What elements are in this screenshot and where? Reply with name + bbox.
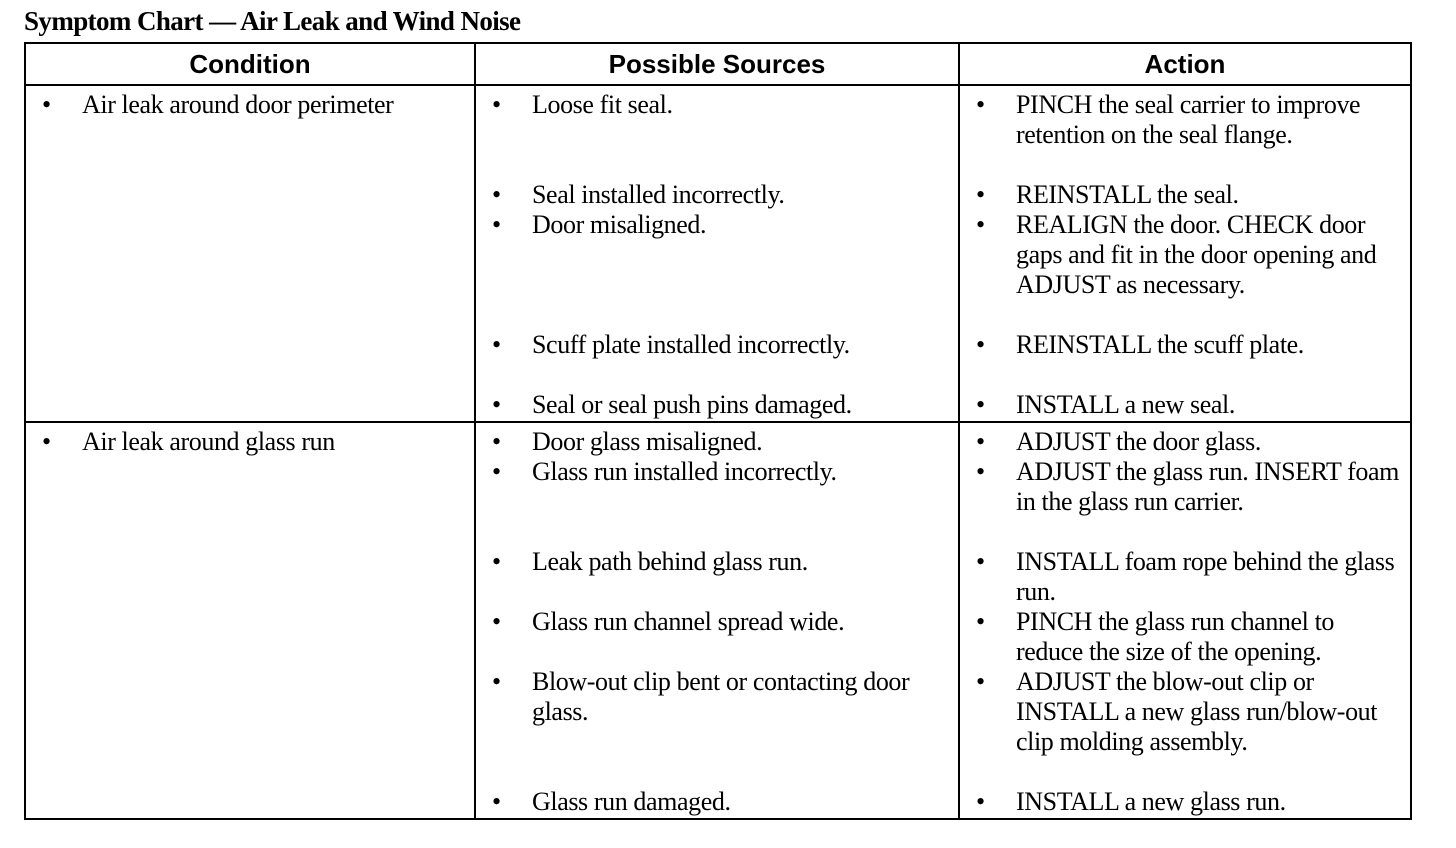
actions-cell [959,422,1411,819]
list-item [960,210,1410,330]
item-text: ADJUST the blow-out clip or INSTALL a new glass run/blow-out clip molding assembly. [1016,667,1378,756]
bullet-icon: • [976,390,985,419]
chart-body [25,85,1411,819]
bullet-icon: • [492,210,501,239]
item-text: Glass run damaged. [532,787,731,816]
list-item [960,427,1410,457]
item-text: INSTALL foam rope behind the glass run. [1016,547,1395,606]
list-item [476,330,958,390]
list-item [960,90,1410,180]
bullet-icon: • [492,90,501,119]
list-item [960,180,1410,210]
list-item [960,390,1410,420]
list-item [960,457,1410,547]
bullet-icon: • [492,547,501,576]
list-item [960,667,1410,787]
bullet-icon: • [976,330,985,359]
sources-cell [475,422,959,819]
condition-cell [25,422,475,819]
header-possible-sources: Possible Sources [475,43,959,85]
item-text: REALIGN the door. CHECK door gaps and fit in the door opening and ADJUST as necessary. [1016,210,1377,299]
condition-cell [25,85,475,422]
actions-cell [959,85,1411,422]
bullet-icon: • [976,180,985,209]
bullet-icon: • [976,210,985,239]
list-item [26,427,474,457]
item-text: Glass run installed incorrectly. [532,457,837,486]
symptom-chart-table [24,42,1412,820]
list-item [960,607,1410,667]
table-row [25,85,1411,422]
item-text: Leak path behind glass run. [532,547,808,576]
list-item [960,787,1410,817]
list-item [476,547,958,607]
item-text: REINSTALL the scuff plate. [1016,330,1304,359]
bullet-icon: • [976,667,985,696]
bullet-icon: • [976,457,985,486]
bullet-icon: • [492,667,501,696]
list-item [960,330,1410,390]
bullet-icon: • [492,180,501,209]
item-text: Air leak around glass run [82,427,335,456]
chart-title: Symptom Chart — Air Leak and Wind Noise [24,6,521,36]
item-text: Seal or seal push pins damaged. [532,390,852,419]
item-text: Air leak around door perimeter [82,90,394,119]
list-item [476,210,958,330]
item-text: ADJUST the door glass. [1016,427,1261,456]
bullet-icon: • [976,607,985,636]
bullet-icon: • [976,547,985,576]
bullet-icon: • [492,607,501,636]
header-condition: Condition [25,43,475,85]
item-text: Door glass misaligned. [532,427,763,456]
item-text: INSTALL a new glass run. [1016,787,1286,816]
item-text: ADJUST the glass run. INSERT foam in the glass run carrier. [1016,457,1399,516]
bullet-icon: • [492,787,501,816]
item-text: PINCH the glass run channel to reduce the size of the opening. [1016,607,1335,666]
bullet-icon: • [492,330,501,359]
bullet-icon: • [976,427,985,456]
list-item [476,427,958,457]
item-text: Blow-out clip bent or contacting door glass. [532,667,910,726]
bullet-icon: • [492,390,501,419]
list-item [476,457,958,547]
item-text: Door misaligned. [532,210,707,239]
list-item [476,90,958,180]
sources-cell [475,85,959,422]
header-action: Action [959,43,1411,85]
item-text: Seal installed incorrectly. [532,180,785,209]
item-text: REINSTALL the seal. [1016,180,1239,209]
header-row [25,43,1411,85]
item-text: Glass run channel spread wide. [532,607,845,636]
list-item [26,90,474,120]
table-row [25,422,1411,819]
item-text: Scuff plate installed incorrectly. [532,330,850,359]
bullet-icon: • [42,90,51,119]
list-item [476,180,958,210]
list-item [476,667,958,787]
list-item [476,390,958,420]
item-text: INSTALL a new seal. [1016,390,1235,419]
bullet-icon: • [492,427,501,456]
bullet-icon: • [976,787,985,816]
list-item [476,607,958,667]
bullet-icon: • [976,90,985,119]
bullet-icon: • [492,457,501,486]
bullet-icon: • [42,427,51,456]
item-text: Loose fit seal. [532,90,673,119]
item-text: PINCH the seal carrier to improve retention on the seal flange. [1016,90,1361,149]
list-item [960,547,1410,607]
list-item [476,787,958,817]
